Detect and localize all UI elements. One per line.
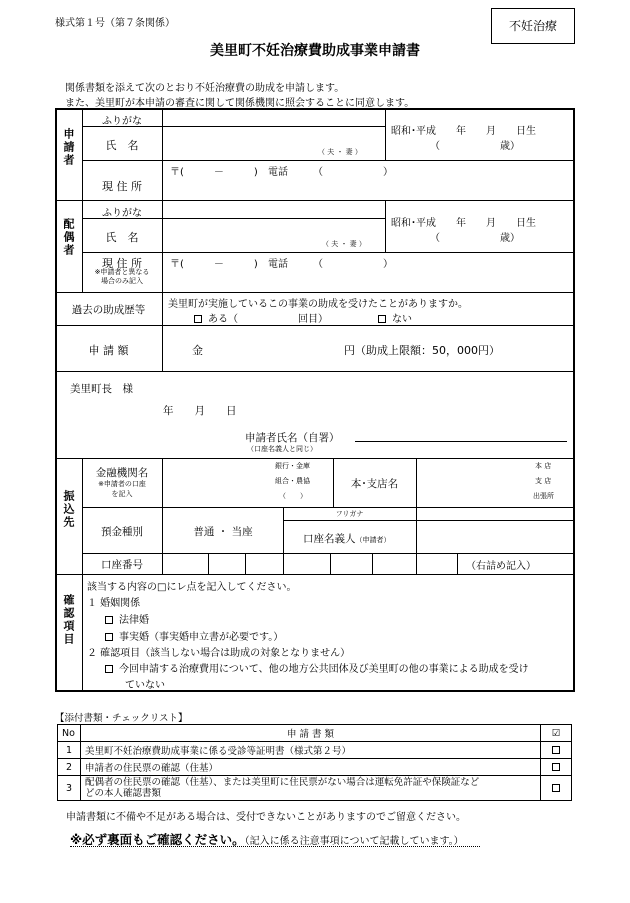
spouse-postal[interactable]: 〒( － )	[170, 259, 258, 270]
applicant-section-label: 申請者	[62, 128, 75, 167]
form-number: 様式第１号（第７条関係）	[55, 18, 175, 29]
account-number-label: 口座番号	[101, 559, 143, 571]
account-number-field[interactable]	[163, 554, 456, 573]
applicant-postal[interactable]: 〒( － )	[170, 167, 258, 178]
category-badge: 不妊治療	[491, 8, 575, 44]
amount-suffix: 円（助成上限額：50，000円）	[344, 344, 500, 357]
applicant-name-label: 氏 名	[105, 139, 139, 152]
holder-label: 口座名義人（申請者）	[303, 533, 391, 545]
table-row: 2 申請者の住民票の確認（住基）	[58, 759, 572, 776]
right-align-note: （右詰め記入）	[466, 561, 536, 572]
application-date[interactable]: 年 月 日	[163, 405, 237, 417]
branch-type-3: 出張所	[533, 492, 554, 500]
bank-note-1: ※申請者の口座	[98, 480, 146, 488]
checklist-table	[57, 724, 572, 801]
holder-furigana-label: フリガナ	[335, 510, 364, 518]
spouse-age[interactable]: （ 歳）	[430, 233, 520, 244]
spouse-address-note-2: 場合のみ記入	[101, 277, 143, 285]
history-yes-option[interactable]: ある（ 回目）	[194, 310, 328, 325]
signature-field[interactable]	[355, 425, 567, 441]
bank-note-2: を記入	[111, 490, 133, 498]
applicant-age[interactable]: （ 歳）	[430, 141, 520, 152]
checkbox-icon	[105, 616, 113, 624]
confirm-heading-2: ２ 確認項目（該当しない場合は助成の対象となりません）	[87, 648, 351, 659]
spouse-furigana-field[interactable]	[163, 203, 384, 217]
confirm-instruction: 該当する内容の□にレ点を記入してください。	[87, 582, 297, 593]
col-doc: 申 請 書 類	[81, 725, 541, 742]
page-title: 美里町不妊治療費助成事業申請書	[210, 43, 420, 59]
col-no: No	[58, 725, 81, 742]
checkbox-icon	[194, 315, 202, 323]
applicant-address-label: 現 住 所	[102, 180, 142, 193]
bank-label: 金融機関名	[95, 467, 149, 479]
checkbox-icon	[105, 665, 113, 673]
no-other-subsidy-cont: ていない	[125, 680, 165, 691]
applicant-spouse-mark: （ 夫 ・ 妻 ）	[318, 148, 362, 156]
bank-type-3: （ ）	[279, 492, 307, 500]
checklist-heading: 【添付書類・チェックリスト】	[55, 713, 188, 724]
spouse-phone[interactable]: 電話 （ ）	[268, 259, 393, 270]
intro-line-1: 関係書類を添えて次のとおり不妊治療費の助成を申請します。	[65, 83, 345, 94]
table-row: 1 美里町不妊治療費助成事業に係る受診等証明書（様式第２号）	[58, 742, 572, 759]
legal-marriage-option[interactable]: 法律婚	[105, 611, 149, 626]
branch-label: 本･支店名	[350, 478, 399, 490]
applicant-birthdate[interactable]: 昭和･平成 年 月 日生	[391, 126, 536, 137]
amount-label: 申 請 額	[88, 344, 129, 357]
intro-line-2: また、美里町が本申請の審査に関して関係機関に照会することに同意します。	[65, 98, 415, 109]
bank-type-2: 組合・農協	[275, 477, 310, 485]
transfer-section-label: 振込先	[62, 490, 75, 529]
no-other-subsidy-option[interactable]: 今回申請する治療費用について、他の地方公共団体及び美里町の他の事業による助成を受け	[105, 660, 570, 675]
branch-type-2: 支 店	[535, 477, 552, 485]
spouse-address-label: 現 住 所	[102, 257, 142, 270]
spouse-section-label: 配偶者	[62, 218, 75, 257]
col-check: ☑	[541, 725, 572, 742]
deposit-label: 預金種別	[101, 526, 143, 538]
checkbox-icon	[105, 633, 113, 641]
checklist-checkbox-1[interactable]	[541, 742, 572, 759]
branch-name-field[interactable]	[418, 460, 528, 505]
history-label: 過去の助成歴等	[71, 304, 146, 316]
footer-emphasis: ※必ず裏面もご確認ください。（記入に係る注意事項について記載しています。）	[70, 832, 464, 847]
deposit-type[interactable]: 普通 ・ 当座	[193, 526, 253, 538]
history-no-option[interactable]: ない	[378, 310, 412, 325]
spouse-spouse-mark: （ 夫 ・ 妻 ）	[322, 240, 366, 248]
holder-furigana-field[interactable]	[418, 509, 573, 519]
signature-note: （口座名義人と同じ）	[247, 445, 317, 453]
spouse-name-label: 氏 名	[105, 231, 139, 244]
bank-type-1: 銀行・金庫	[275, 462, 310, 470]
signature-label: 申請者氏名（自署）	[245, 432, 340, 444]
checklist-checkbox-3[interactable]	[541, 776, 572, 801]
holder-name-field[interactable]	[418, 522, 573, 552]
footer-note: 申請書類に不備や不足がある場合は、受付できないことがありますのでご留意ください。	[66, 812, 466, 823]
bank-name-field[interactable]	[164, 460, 272, 505]
common-law-option[interactable]: 事実婚（事実婚申立書が必要です。）	[105, 628, 283, 643]
history-question: 美里町が実施しているこの事業の助成を受けたことがありますか。	[168, 299, 468, 310]
spouse-furigana-label: ふりがな	[102, 208, 142, 219]
amount-field[interactable]	[214, 333, 339, 363]
checkbox-icon	[552, 784, 560, 792]
applicant-furigana-field[interactable]	[163, 111, 384, 125]
checkbox-icon	[552, 763, 560, 771]
addressee: 美里町長 様	[70, 383, 133, 395]
applicant-furigana-label: ふりがな	[102, 116, 142, 127]
spouse-address-note-1: ※申請者と異なる	[94, 268, 150, 276]
spouse-birthdate[interactable]: 昭和･平成 年 月 日生	[391, 218, 536, 229]
marriage-heading: １ 婚姻関係	[87, 598, 141, 609]
confirm-section-label: 確認項目	[62, 594, 75, 646]
branch-type-1: 本 店	[535, 462, 552, 470]
checkbox-icon	[552, 746, 560, 754]
table-header-row	[58, 725, 572, 742]
applicant-phone[interactable]: 電話 （ ）	[268, 167, 393, 178]
table-row: 3 配偶者の住民票の確認（住基）、または美里町に住民票がない場合は運転免許証や保険証など どの本人確認書類	[58, 776, 572, 801]
checklist-checkbox-2[interactable]	[541, 759, 572, 776]
amount-prefix: 金	[192, 344, 203, 357]
checkbox-icon	[378, 315, 386, 323]
